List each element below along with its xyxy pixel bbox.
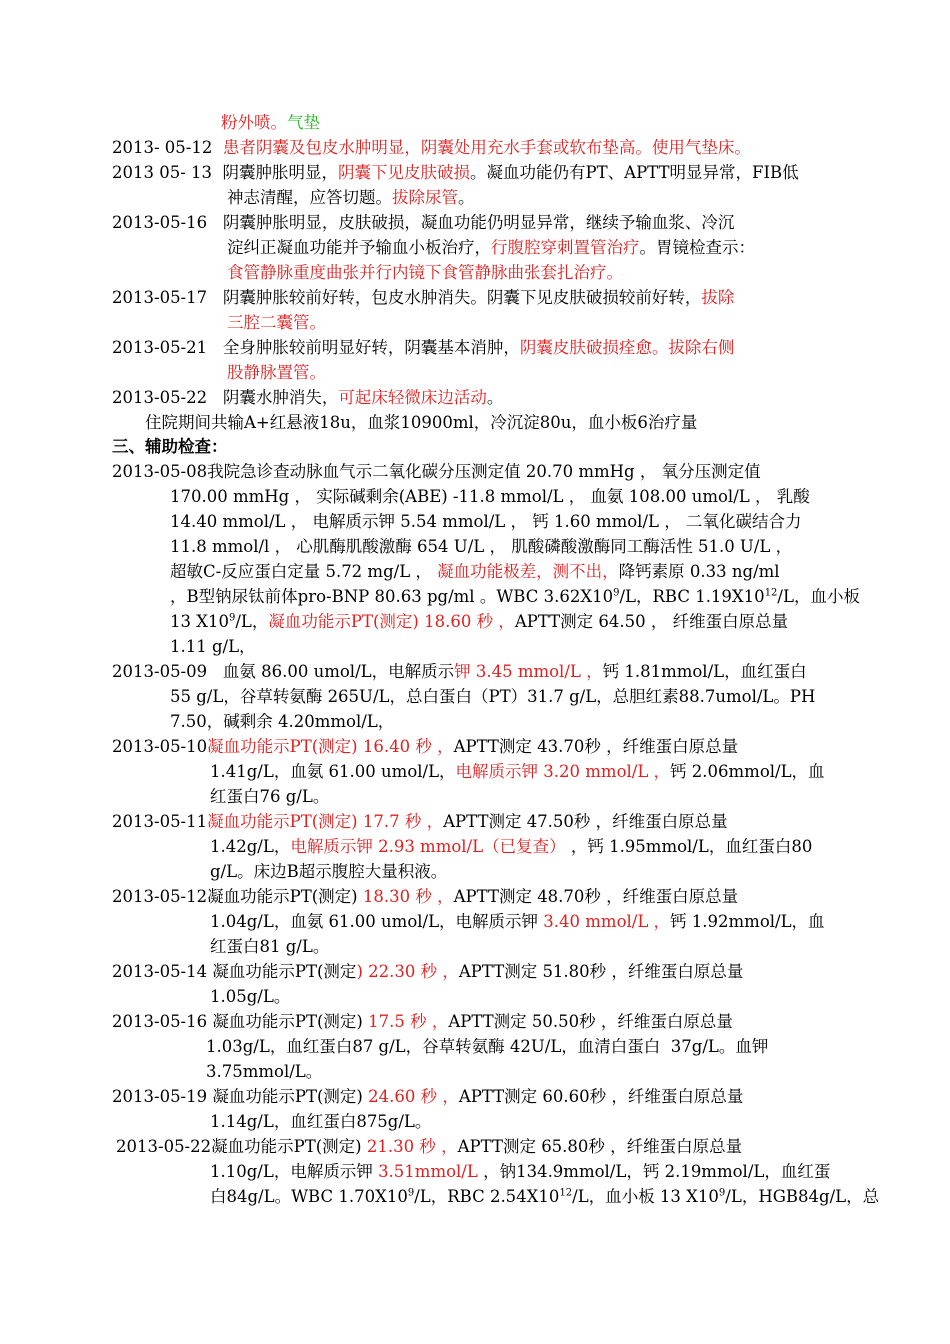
text-segment: 三腔二囊管。 xyxy=(227,313,326,332)
text-segment: 淀纠正凝血功能并予输血小板治疗， xyxy=(227,238,491,257)
text-segment: 1.03g/L，血红蛋白87 g/L，谷草转氨酶 42U/L，血清白蛋白 37g/L。血钾 xyxy=(206,1037,769,1056)
text-segment: 13 X10 xyxy=(170,612,229,631)
text-segment: 1.10g/L，电解质示钾 xyxy=(210,1162,379,1181)
text-segment: 拔除尿管 xyxy=(392,188,458,207)
text-segment: 2013-05-08我院急诊查动脉血气示二氧化碳分压测定值 20.70 mmHg ， 氧分压测定值 xyxy=(112,462,761,481)
text-segment: 2013-05-21 全身肿胀较前明显好转，阴囊基本消肿， xyxy=(112,338,520,357)
text-segment: /L， xyxy=(235,612,269,631)
text-line xyxy=(206,1036,768,1058)
text-line xyxy=(116,1136,742,1158)
text-line xyxy=(112,961,743,983)
text-line xyxy=(112,337,734,359)
text-segment: APTT测定 47.50秒 ，纤维蛋白原总量 xyxy=(443,812,728,831)
text-segment: 2013-05-16 凝血功能示PT(测定) xyxy=(112,1012,369,1031)
text-line xyxy=(210,1111,431,1133)
text-line xyxy=(210,1161,830,1183)
superscript: 9 xyxy=(228,612,236,624)
text-segment: 食管静脉重度曲张并行内镜下食管静脉曲张套扎治疗。 xyxy=(227,263,623,282)
text-line xyxy=(112,1011,733,1033)
text-segment: 2013-05-22 阴囊水肿消失， xyxy=(112,388,339,407)
text-segment: 1.14g/L，血红蛋白875g/L。 xyxy=(210,1112,432,1131)
superscript: 9 xyxy=(407,1187,415,1199)
text-segment: 2013-05-14 凝血功能示PT(测定 xyxy=(112,962,357,981)
text-line xyxy=(170,686,815,708)
text-segment: 住院期间共输A+红悬液18u，血浆10900ml，冷沉淀80u，血小板6治疗量 xyxy=(145,413,698,432)
text-segment: 3.75mmol/L。 xyxy=(206,1062,323,1081)
text-line xyxy=(227,237,755,259)
text-segment: 钙 1.81mmol/L，血红蛋白 xyxy=(602,662,807,681)
text-segment: 2013-05-17 阴囊肿胀较前好转，包皮水肿消失。阴囊下见皮肤破损较前好转， xyxy=(112,288,702,307)
text-segment: 17.5 秒 ， xyxy=(368,1012,449,1031)
text-line xyxy=(210,861,447,883)
text-line xyxy=(112,137,751,159)
text-segment: 拔除 xyxy=(701,288,735,307)
text-segment: 行腹腔穿刺置管治疗 xyxy=(491,238,640,257)
text-segment: APTT测定 48.70秒 ，纤维蛋白原总量 xyxy=(453,887,739,906)
text-segment: 2013-05-16 阴囊肿胀明显，皮肤破损，凝血功能仍明显异常，继续予输血浆、冷沉 xyxy=(112,213,735,232)
text-segment: 红蛋白81 g/L。 xyxy=(210,937,330,956)
superscript: 9 xyxy=(718,1187,726,1199)
text-segment: ) 22.30 秒 ， xyxy=(356,962,459,981)
text-segment: 14.40 mmol/L ， 电解质示钾 5.54 mmol/L ， 钙 1.60 mmol/L ， 二氧化碳结合力 xyxy=(170,512,802,531)
text-segment: 凝血功能示PT(测定) 18.60 秒 ， xyxy=(268,612,515,631)
text-segment: APTT测定 50.50秒 ，纤维蛋白原总量 xyxy=(448,1012,733,1031)
text-segment: 2013-05-19 凝血功能示PT(测定) xyxy=(112,1087,369,1106)
text-segment: 电解质示钾 2.93 mmol/L（已复查） xyxy=(290,837,566,856)
text-segment: ，B型钠尿钛前体pro-BNP 80.63 pg/ml 。WBC 3.62X10 xyxy=(170,587,614,606)
text-segment: ，钠134.9mmol/L，钙 2.19mmol/L，血红蛋 xyxy=(477,1162,831,1181)
text-segment: g/L。床边B超示腹腔大量积液。 xyxy=(210,862,448,881)
text-line xyxy=(112,1086,743,1108)
text-line xyxy=(112,886,738,908)
text-segment: 1.41g/L，血氨 61.00 umol/L， xyxy=(210,762,456,781)
text-segment: APTT测定 65.80秒 ，纤维蛋白原总量 xyxy=(457,1137,743,1156)
text-line xyxy=(112,736,738,758)
text-segment: APTT测定 64.50 ， 纤维蛋白原总量 xyxy=(514,612,789,631)
text-line xyxy=(227,262,623,284)
text-line xyxy=(221,112,320,134)
text-segment: 电解质示钾 3.20 mmol/L ， xyxy=(455,762,671,781)
text-line xyxy=(112,162,799,184)
text-segment: 股静脉置管。 xyxy=(227,363,326,382)
text-segment: 阴囊下见皮肤破损 xyxy=(338,163,471,182)
text-segment: /L，HGB84g/L，总 xyxy=(725,1187,880,1206)
text-line xyxy=(210,836,812,858)
text-segment: 1.04g/L，血氨 61.00 umol/L，电解质示钾 xyxy=(210,912,544,931)
text-segment: 。 xyxy=(458,188,475,207)
text-line xyxy=(170,711,394,733)
text-segment: 钾 3.45 mmol/L ， xyxy=(454,662,603,681)
text-segment: 2013-05-22凝血功能示PT(测定) xyxy=(116,1137,367,1156)
text-segment: 3.40 mmol/L ， xyxy=(543,912,671,931)
text-line xyxy=(112,811,728,833)
text-segment: 7.50，碱剩余 4.20mmol/L， xyxy=(170,712,395,731)
text-line xyxy=(210,911,825,933)
text-segment: 凝血功能示PT(测定) 16.40 秒 ， xyxy=(207,737,454,756)
text-segment: APTT测定 60.60秒 ，纤维蛋白原总量 xyxy=(458,1087,744,1106)
text-line xyxy=(170,611,788,633)
text-segment: 阴囊皮肤破损痊愈。拔除右侧 xyxy=(519,338,735,357)
superscript: 12 xyxy=(559,1187,573,1199)
text-segment: 2013- 05-12 xyxy=(112,138,223,157)
text-segment: 170.00 mmHg ， 实际碱剩余(ABE) -11.8 mmol/L ， 血氨 108.00 umol/L ， 乳酸 xyxy=(170,487,810,506)
text-segment: 1.42g/L， xyxy=(210,837,291,856)
text-segment: /L，RBC 1.19X10 xyxy=(619,587,765,606)
text-line xyxy=(112,461,761,483)
text-line xyxy=(112,387,503,409)
text-segment: 1.05g/L。 xyxy=(210,987,291,1006)
text-line xyxy=(170,636,256,658)
text-line xyxy=(206,1061,322,1083)
text-segment: 粉外喷。 xyxy=(221,113,287,132)
text-segment: 11.8 mmol/l ， 心肌酶肌酸激酶 654 U/L ， 肌酸磷酸激酶同工酶活性 51.0 U/L ， xyxy=(170,537,793,556)
text-segment: 凝血功能示PT(测定) 17.7 秒 ， xyxy=(207,812,444,831)
text-segment: APTT测定 43.70秒 ，纤维蛋白原总量 xyxy=(453,737,739,756)
text-segment: 钙 1.92mmol/L，血 xyxy=(670,912,825,931)
text-segment: 。 xyxy=(486,388,504,407)
text-line xyxy=(210,986,290,1008)
text-segment: 。凝血功能仍有PT、APTT明显异常，FIB低 xyxy=(470,163,799,182)
text-segment: 2013-05-09 血氨 86.00 umol/L，电解质示 xyxy=(112,662,455,681)
text-line xyxy=(227,312,326,334)
text-segment: 钙 2.06mmol/L，血 xyxy=(670,762,825,781)
text-segment: /L，血小板 13 X10 xyxy=(572,1187,719,1206)
text-segment: 白84g/L。WBC 1.70X10 xyxy=(210,1187,408,1206)
superscript: 9 xyxy=(613,587,620,599)
text-line xyxy=(210,761,825,783)
text-line xyxy=(145,412,697,434)
text-line xyxy=(227,362,326,384)
text-segment: 凝血功能极差，测不出， xyxy=(437,562,619,581)
text-segment: 2013-05-11 xyxy=(112,812,208,831)
text-segment: 1.11 g/L， xyxy=(170,637,256,656)
text-line xyxy=(112,436,228,458)
text-line xyxy=(210,936,329,958)
text-segment: APTT测定 51.80秒 ，纤维蛋白原总量 xyxy=(458,962,744,981)
text-segment: 超敏C-反应蛋白定量 5.72 mg/L ， xyxy=(170,562,438,581)
text-segment: 降钙素原 0.33 ng/ml xyxy=(618,562,780,581)
text-segment: /L，血小板 xyxy=(777,587,860,606)
text-segment: 三、辅助检查： xyxy=(112,437,228,456)
text-line xyxy=(170,561,780,583)
superscript: 12 xyxy=(764,587,778,599)
text-segment: ，钙 1.95mmol/L，血红蛋白80 xyxy=(565,837,813,856)
text-segment: 患者阴囊及包皮水肿明显，阴囊处用充水手套或软布垫高。使用气垫床。 xyxy=(222,138,751,157)
text-segment: 3.51mmol/L xyxy=(378,1162,478,1181)
text-segment: 21.30 秒 ， xyxy=(366,1137,458,1156)
text-segment: 2013-05-12凝血功能示PT(测定) xyxy=(112,887,363,906)
text-line xyxy=(170,486,810,508)
text-line xyxy=(210,1186,879,1208)
text-segment: 气垫 xyxy=(287,113,320,132)
text-segment: 55 g/L，谷草转氨酶 265U/L，总白蛋白（PT）31.7 g/L，总胆红素88.7umol/L。PH xyxy=(170,687,816,706)
text-segment: 2013 05- 13 阴囊肿胀明显， xyxy=(112,163,339,182)
text-segment: 18.30 秒 ， xyxy=(362,887,454,906)
text-segment: 24.60 秒 ， xyxy=(368,1087,459,1106)
text-segment: 2013-05-10 xyxy=(112,737,208,756)
text-line xyxy=(112,287,734,309)
text-line xyxy=(170,511,801,533)
text-segment: 。胃镜检查示： xyxy=(639,238,755,257)
text-line xyxy=(170,536,792,558)
text-line xyxy=(112,212,734,234)
text-segment: 红蛋白76 g/L。 xyxy=(210,787,330,806)
text-line xyxy=(210,786,329,808)
text-line xyxy=(112,661,807,683)
text-line xyxy=(170,586,860,608)
text-line xyxy=(227,187,475,209)
text-segment: 神志清醒，应答切题。 xyxy=(227,188,392,207)
text-segment: /L，RBC 2.54X10 xyxy=(414,1187,560,1206)
text-segment: 可起床轻微床边活动 xyxy=(338,388,487,407)
